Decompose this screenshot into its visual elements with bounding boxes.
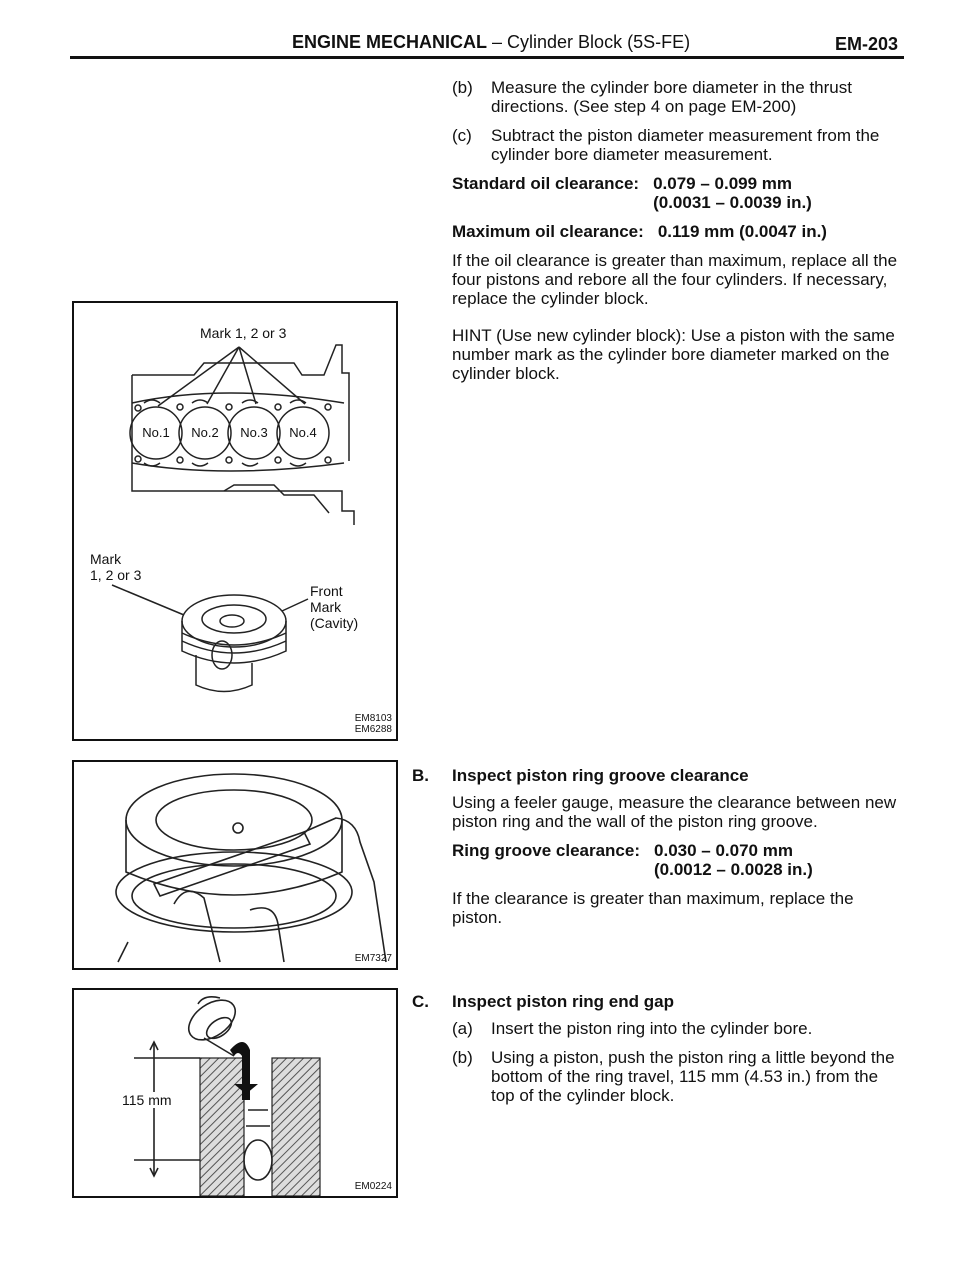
section-b-text: Using a feeler gauge, measure the clearance between new piston ring and the wall of the piston ring groove. bbox=[452, 793, 897, 831]
section-c-step-b: (b) Using a piston, push the piston ring a little beyond the bottom of the ring travel, 115 mm (4.53 in.) from the top of the cylinder block. bbox=[452, 1048, 895, 1105]
section-c-heading: C. Inspect piston ring end gap bbox=[412, 992, 674, 1011]
cylinder-label-no3: No.3 bbox=[240, 425, 268, 440]
mark-top-label: Mark 1, 2 or 3 bbox=[200, 325, 287, 341]
oil-clearance-note: If the oil clearance is greater than maximum, replace all the four pistons and rebore all the four cylinders. If necessary, replace the cylinder block. bbox=[452, 251, 898, 308]
step-b: (b) Measure the cylinder bore diameter in the thrust directions. (See step 4 on page EM-200) bbox=[452, 78, 852, 116]
header-rule bbox=[70, 56, 904, 59]
feeler-gauge-illustration bbox=[74, 762, 396, 968]
cylinder-block-illustration bbox=[74, 303, 396, 739]
step-c: (c) Subtract the piston diameter measurement from the cylinder bore diameter measurement. bbox=[452, 126, 880, 164]
section-c-step-a: (a) Insert the piston ring into the cylinder bore. bbox=[452, 1019, 813, 1038]
maximum-oil-clearance: Maximum oil clearance: 0.119 mm (0.0047 in.) bbox=[452, 222, 827, 241]
cylinder-label-no2: No.2 bbox=[191, 425, 219, 440]
figure-ring-end-gap bbox=[72, 988, 398, 1198]
page-number: EM-203 bbox=[834, 34, 898, 54]
figure1-code: EM8103 EM6288 bbox=[354, 713, 392, 735]
ring-groove-clearance: Ring groove clearance: 0.030 – 0.070 mm (0.0012 – 0.0028 in.) bbox=[452, 841, 813, 879]
section-b bbox=[412, 766, 904, 937]
section-b-note: If the clearance is greater than maximum, replace the piston. bbox=[452, 889, 854, 927]
standard-oil-clearance: Standard oil clearance: 0.079 – 0.099 mm (0.0031 – 0.0039 in.) bbox=[452, 174, 812, 212]
figure2-code: EM7327 bbox=[354, 953, 392, 964]
figure3-code: EM0224 bbox=[354, 1181, 392, 1192]
section-c bbox=[412, 992, 904, 1115]
section-title: ENGINE MECHANICAL – Cylinder Block (5S-FE) bbox=[292, 32, 691, 52]
figure-cylinder-block-marks bbox=[72, 301, 398, 741]
hint: HINT (Use new cylinder block): Use a piston with the same number mark as the cylinder bore diameter marked on the cylinder block. bbox=[452, 326, 895, 383]
front-mark-label: Front Mark (Cavity) bbox=[310, 583, 359, 631]
section-b-heading: B. Inspect piston ring groove clearance bbox=[412, 766, 749, 785]
mark-left-label: Mark 1, 2 or 3 bbox=[90, 551, 142, 583]
page-header bbox=[70, 30, 900, 56]
dimension-label: 115 mm bbox=[122, 1092, 172, 1108]
cylinder-label-no1: No.1 bbox=[142, 425, 170, 440]
cylinder-label-no4: No.4 bbox=[289, 425, 317, 440]
figure-feeler-gauge bbox=[72, 760, 398, 970]
oil-clearance-text bbox=[452, 78, 904, 393]
